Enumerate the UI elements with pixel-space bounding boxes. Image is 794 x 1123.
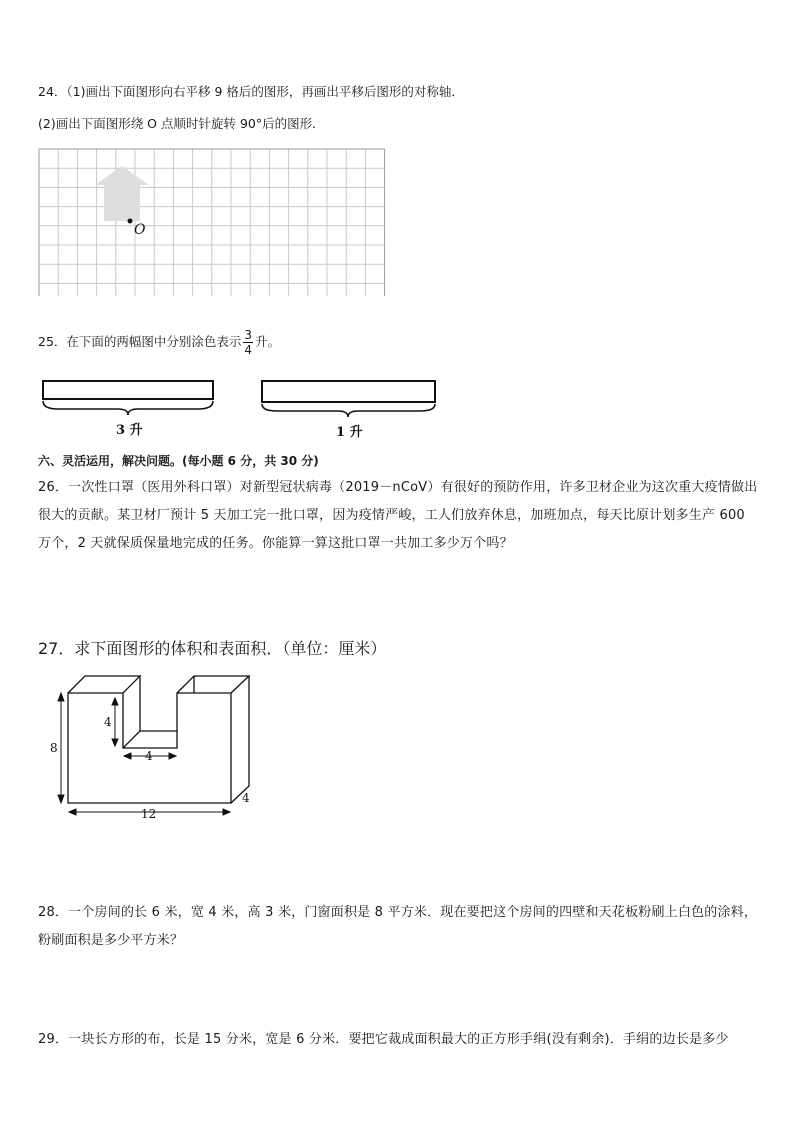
q27-text: 27．求下面图形的体积和表面积．（单位：厘米） bbox=[38, 639, 387, 658]
q24-line2: (2)画出下面图形绕 O 点顺时针旋转 90°后的图形． bbox=[38, 116, 325, 131]
notch-back bbox=[140, 676, 177, 731]
point-o bbox=[128, 219, 133, 224]
right-face bbox=[231, 676, 249, 803]
fraction-numerator: 3 bbox=[244, 328, 253, 342]
notch-edge bbox=[123, 731, 140, 748]
bar-1-liter bbox=[262, 381, 435, 402]
dim-depth: 4 bbox=[242, 791, 250, 805]
q24-line1: 24．（1)画出下面图形向右平移 9 格后的图形，再画出平移后图形的对称轴． bbox=[38, 84, 464, 99]
q26-text: 26．一次性口罩（医用外科口罩）对新型冠状病毒（2019－nCoV）有很好的预防作用，许多卫材企业为这次重大疫情做出很大的贡献。某卫材厂预计 5 天加工完一批口罩，因为疫情严峻，工人们放弃休息，加班加点，每天比原计划多生产 600 万个，2 天就保质保量地完成的任务。你能算一算这批口罩一共加工多少万个吗？ bbox=[38, 480, 758, 551]
dim-height: 8 bbox=[50, 741, 58, 755]
q25-prompt bbox=[38, 328, 280, 357]
top-left-face bbox=[68, 676, 140, 693]
q25-fraction bbox=[243, 328, 253, 357]
bar2-label: 1 升 bbox=[336, 425, 363, 440]
front-face bbox=[68, 693, 231, 803]
grid-lines bbox=[39, 149, 385, 296]
point-o-label: O bbox=[134, 222, 146, 238]
bar1-brace bbox=[43, 401, 213, 415]
q25-suffix: 升。 bbox=[255, 334, 281, 349]
q28-text: 28．一个房间的长 6 米，宽 4 米，高 3 米，门窗面积是 8 平方米．现在要把这个房间的四壁和天花板粉刷上白色的涂料，粉刷面积是多少平方米？ bbox=[38, 905, 758, 948]
section6-title: 六、灵活运用，解决问题。(每小题 6 分，共 30 分) bbox=[38, 454, 319, 468]
q24-grid-figure bbox=[38, 148, 388, 296]
dim-notch-width: 4 bbox=[145, 749, 153, 763]
q27-solid-figure bbox=[38, 668, 278, 828]
bar1-label: 3 升 bbox=[116, 423, 143, 438]
top-right-face bbox=[177, 676, 249, 693]
q25-bars-figure bbox=[38, 376, 448, 442]
bar2-brace bbox=[262, 404, 435, 417]
q29-text: 29．一块长方形的布，长是 15 分米，宽是 6 分米．要把它裁成面积最大的正方形手绢(没有剩余)．手绢的边长是多少 bbox=[38, 1032, 729, 1047]
arrow-figure bbox=[95, 166, 149, 221]
fraction-denominator: 4 bbox=[244, 343, 253, 357]
dim-length: 12 bbox=[141, 807, 157, 821]
q25-prefix: 25．在下面的两幅图中分别涂色表示 bbox=[38, 334, 242, 349]
dim-notch-depth: 4 bbox=[104, 715, 112, 729]
bar-3-liters bbox=[43, 381, 213, 399]
